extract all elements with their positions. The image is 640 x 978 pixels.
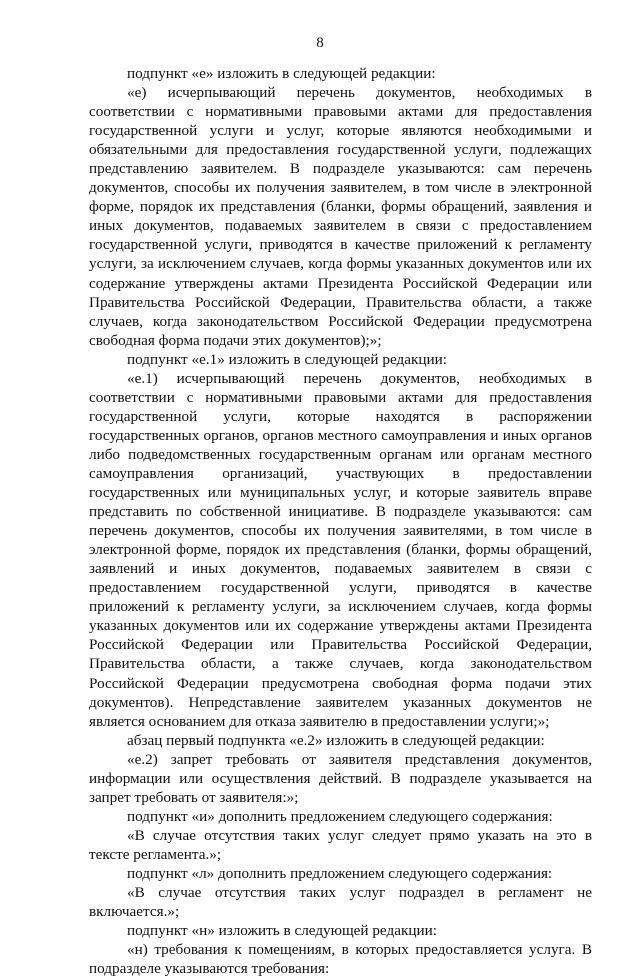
paragraph-subpoint-n-text: «н) требования к помещениям, в которых предоставляется услуга. В подразделе указываются требования: <box>89 941 592 978</box>
paragraph-subpoint-e1-text: «е.1) исчерпывающий перечень документов, необходимых в соответствии с нормативными правовыми актами для предоставления государственной услуги, которые находятся в распоряжении государственных органов, органов местного самоуправления и иных органов либо подведомственных государственным органам или органам местного самоуправления организаций, участвующих в предоставлении государственных или муниципальных услуг, и которые заявитель вправе представить по собственной инициативе. В подразделе указываются: сам перечень документов, способы их получения заявителями, в том числе в электронной форме, порядок их представления (бланки, формы обращений, заявлений и иных документов, подаваемых заявителем в связи с предоставлением государственной услуги, приводятся в качестве приложений к регламенту услуги, за исключением случаев, когда формы указанных документов или их содержание утверждены актами Президента Российской Федерации или Правительства Российской Федерации, Правительства области, а также случаев, когда законодательством Российской Федерации предусмотрена свободная форма подачи этих документов). Непредставление заявителем указанных документов не является основанием для отказа заявителю в предоставлении услуги;»; <box>89 369 592 730</box>
paragraph-subpoint-e2-text: «е.2) запрет требовать от заявителя представления документов, информации или осуществления действий. В подразделе указывается на запрет требовать от заявителя:»; <box>89 750 592 806</box>
page-number: 8 <box>316 35 324 51</box>
paragraph-subpoint-e1-intro: подпункт «е.1» изложить в следующей редакции: <box>127 350 447 368</box>
paragraph-subpoint-l-intro: подпункт «л» дополнить предложением следующего содержания: <box>127 864 553 882</box>
paragraph-subpoint-e2-intro: абзац первый подпункта «е.2» изложить в следующей редакции: <box>127 731 545 749</box>
paragraph-subpoint-l-text: «В случае отсутствия таких услуг подраздел в регламент не включается.»; <box>89 884 592 921</box>
paragraph-subpoint-e-text: «е) исчерпывающий перечень документов, необходимых в соответствии с нормативными правовыми актами для предоставления государственной услуги и услуг, которые являются необходимыми и обязательными для предоставления государственной услуги, подлежащих представлению заявителем. В подразделе указываются: сам перечень документов, способы их получения заявителем, в том числе в электронной форме, порядок их представления (бланки, формы обращений, заявления и иных документов, подаваемых заявителем в связи с предоставлением государственной услуги, приводятся в качестве приложений к регламенту услуги, за исключением случаев, когда формы указанных документов или их содержание утверждены актами Президента Российской Федерации или Правительства Российской Федерации, Правительства области, а также случаев, когда законодательством Российской Федерации предусмотрена свободная форма подачи этих документов);»; <box>89 84 592 349</box>
paragraph-subpoint-i-intro: подпункт «и» дополнить предложением следующего содержания: <box>127 807 553 825</box>
paragraph-subpoint-e-intro: подпункт «е» изложить в следующей редакции: <box>127 65 436 82</box>
document-body <box>89 64 592 978</box>
paragraph-subpoint-n-intro: подпункт «н» изложить в следующей редакции: <box>127 922 437 940</box>
paragraph-subpoint-i-text: «В случае отсутствия таких услуг следует прямо указать на это в тексте регламента.»; <box>89 826 592 863</box>
